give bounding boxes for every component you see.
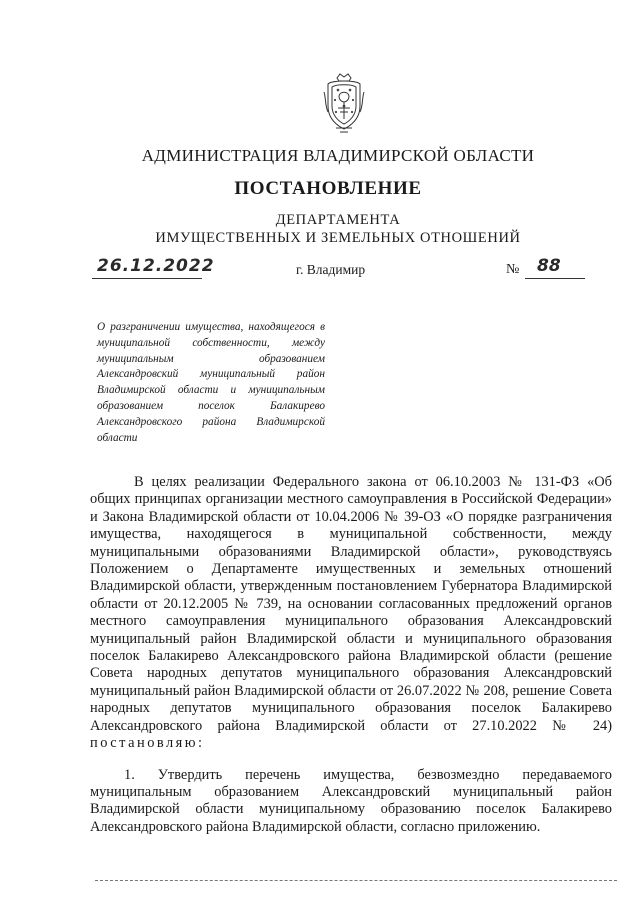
document-city: г. Владимир [296, 262, 366, 277]
number-sign: № [506, 262, 520, 277]
department-title-line1: ДЕПАРТАМЕНТА [275, 212, 401, 228]
document-number: 88 [537, 256, 561, 276]
page-bottom-line [95, 880, 617, 881]
preamble-text: В целях реализации Федерального закона от 06.10.2003 № 131-ФЗ «Об общих принципах организации местного самоуправления в Российской Федерации» и Закона Владимирской области от 10.04.2006 № 39-ОЗ «О порядке разграничения имущества, находящегося в муниципальной собственности, между муниципальными образованиями Владимирской области», руководствуясь Положением о Департаменте имущественных и земельных отношений Владимирской области, утвержденным постановлением Губернатора Владимирской области от 20.12.2005 № 739, на основании согласованных предложений органов местного самоуправления муниципального образования Александровский муниципальный район Владимирской области и муниципального образования поселок Балакирево Александровского района Владимирской области (решение Совета народных депутатов муниципального образования Александровский муниципальный район Владимирской области от 26.07.2022 № 208, решение Совета народных депутатов муниципального образования поселок Балакирево Александровского района Владимирской области от 27.10.2022 № 24) [90, 474, 612, 734]
document-date: 26.12.2022 [97, 256, 215, 276]
document-subject: О разграничении имущества, находящегося в муниципальной собственности, между муниципальным образованием Александровский муниципальный район Владимирской области и муниципальным образованием поселок Балакирево Александровского района Владимирской области [97, 321, 325, 444]
document-body [90, 474, 612, 836]
number-underline [525, 278, 585, 279]
date-underline [92, 278, 202, 279]
decree-word: постановляю: [90, 735, 205, 752]
decree-item-1: 1. Утвердить перечень имущества, безвозмездно передаваемого муниципальным образованием Александровский муниципальный район Владимирской области муниципальному образованию поселок Балакирево Александровского района Владимирской области, согласно приложению. [90, 766, 612, 835]
document-type-title: ПОСТАНОВЛЕНИЕ [234, 178, 422, 199]
organization-title: АДМИНИСТРАЦИЯ ВЛАДИМИРСКОЙ ОБЛАСТИ [141, 146, 535, 165]
coat-of-arms-icon [322, 72, 366, 134]
preamble-paragraph [90, 474, 612, 753]
department-title-line2: ИМУЩЕСТВЕННЫХ И ЗЕМЕЛЬНЫХ ОТНОШЕНИЙ [155, 230, 521, 246]
